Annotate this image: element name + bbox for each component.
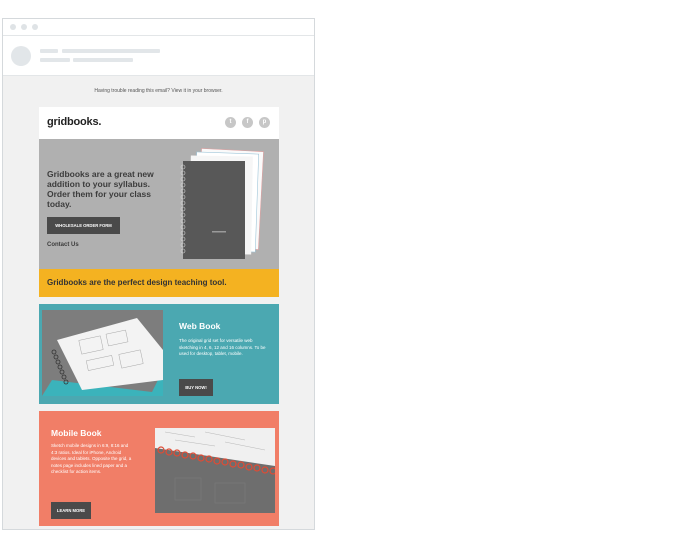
facebook-icon[interactable]: f <box>242 117 253 128</box>
learn-more-button[interactable]: LEARN MORE <box>51 502 91 519</box>
pinterest-icon[interactable]: p <box>259 117 270 128</box>
web-book-title: Web Book <box>179 321 221 331</box>
mobile-book-photo <box>155 428 275 513</box>
window-maximize-dot[interactable] <box>32 24 38 30</box>
tagline-text: Gridbooks are the perfect design teaching tool. <box>47 278 227 287</box>
mobile-book-card <box>39 411 279 526</box>
buy-now-button[interactable]: BUY NOW! <box>179 379 213 396</box>
hero-section <box>39 139 279 269</box>
web-book-description: The original grid set for versatile web sketching in 4, 6, 12 and 16 columns. To be used for desktop, tablet, mobile. <box>179 338 266 356</box>
email-body <box>39 107 279 526</box>
web-book-photo <box>42 310 163 396</box>
email-header <box>3 36 314 76</box>
contact-us-link[interactable]: Contact Us <box>47 242 79 248</box>
wholesale-order-button[interactable]: WHOLESALE ORDER FORM <box>47 217 120 234</box>
email-client-window <box>2 18 315 530</box>
subject-placeholder-line <box>62 49 160 53</box>
brand-row <box>39 107 279 139</box>
meta-placeholder-line <box>40 58 70 62</box>
mobile-book-description: Sketch mobile designs in 6:9, 8:16 and 4:3 ratios. Ideal for iPhone, Android devices and tablets. Opposite the grid, a notes page includes lined paper and a checklist for action items. <box>51 443 132 474</box>
hero-headline: Gridbooks are a great new addition to your syllabus. Order them for your class today. <box>47 169 154 209</box>
meta-placeholder-line-2 <box>73 58 133 62</box>
mobile-book-title: Mobile Book <box>51 428 102 438</box>
gridbooks-logo[interactable]: gridbooks. <box>47 116 102 128</box>
window-close-dot[interactable] <box>10 24 16 30</box>
sender-placeholder-line <box>40 49 58 53</box>
window-minimize-dot[interactable] <box>21 24 27 30</box>
notebook-stack-illustration <box>177 147 277 269</box>
view-in-browser-notice[interactable]: Having trouble reading this email? View it in your browser. <box>94 88 223 94</box>
sender-avatar <box>11 46 31 66</box>
window-titlebar <box>3 19 314 36</box>
tagline-banner <box>39 269 279 297</box>
web-book-card <box>39 304 279 404</box>
twitter-icon[interactable]: t <box>225 117 236 128</box>
